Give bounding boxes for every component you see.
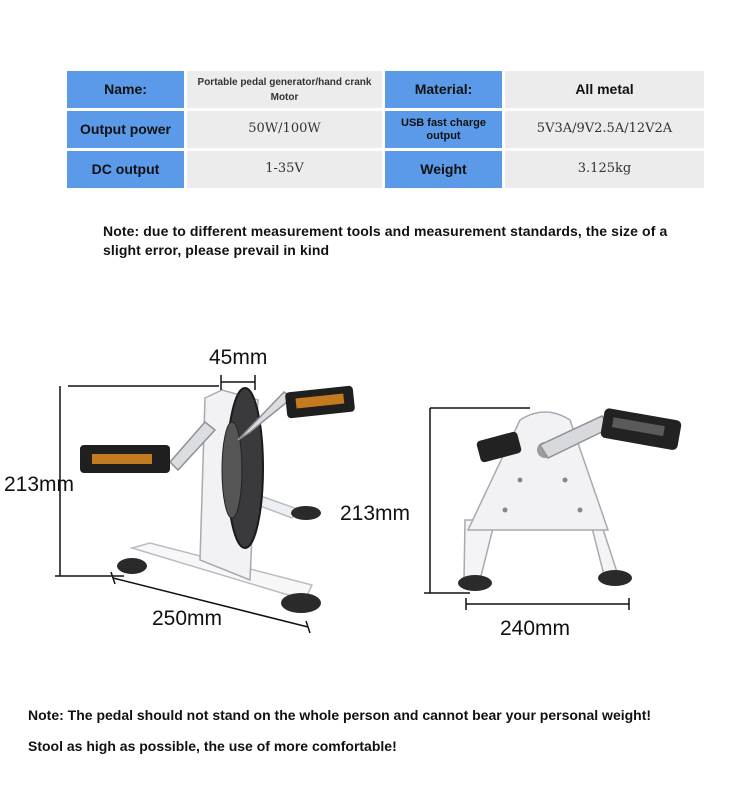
right-height-dimension: 213mm <box>340 502 411 525</box>
left-pedal-rear <box>285 386 355 419</box>
dc-output-value: 1-35V <box>187 151 385 191</box>
weight-label: Weight <box>385 151 505 191</box>
weight-value: 3.125kg <box>505 151 707 191</box>
left-foot-front-left <box>117 558 147 574</box>
right-pedal-right <box>600 408 682 451</box>
left-length-dimension: 250mm <box>152 607 223 630</box>
usb-label-line2: output <box>426 130 461 142</box>
right-product-image <box>458 408 682 591</box>
right-foot-right <box>598 570 632 586</box>
bolt-4 <box>578 508 583 513</box>
name-label: Name: <box>67 71 187 111</box>
right-width-dimension: 240mm <box>500 617 571 640</box>
measurement-note: Note: due to different measurement tools and measurement standards, the size of a slight error, please prevail in kind <box>103 223 668 258</box>
left-height-dimension: 213mm <box>4 473 75 496</box>
material-label: Material: <box>385 71 505 111</box>
stool-note: Stool as high as possible, the use of more comfortable! <box>28 738 397 754</box>
bolt-1 <box>518 478 523 483</box>
pedal-warning-note: Note: The pedal should not stand on the whole person and cannot bear your personal weight! <box>28 707 652 723</box>
bolt-3 <box>503 508 508 513</box>
name-value-line1: Portable pedal generator/hand crank <box>197 76 372 88</box>
left-pedal-front <box>80 445 170 473</box>
usb-value: 5V3A/9V2.5A/12V2A <box>505 111 707 151</box>
left-foot-front-right <box>281 593 321 613</box>
left-gear <box>222 422 242 518</box>
left-width-dimension: 45mm <box>209 346 268 369</box>
left-foot-rear <box>291 506 321 520</box>
right-foot-left <box>458 575 492 591</box>
usb-label-line1: USB fast charge <box>401 116 486 129</box>
output-power-value: 50W/100W <box>187 111 385 151</box>
bolt-2 <box>563 478 568 483</box>
left-product-image <box>80 386 355 613</box>
name-value-line2: Motor <box>270 91 299 103</box>
output-power-label: Output power <box>67 111 187 151</box>
dc-output-label: DC output <box>67 151 187 191</box>
material-value: All metal <box>505 71 707 111</box>
